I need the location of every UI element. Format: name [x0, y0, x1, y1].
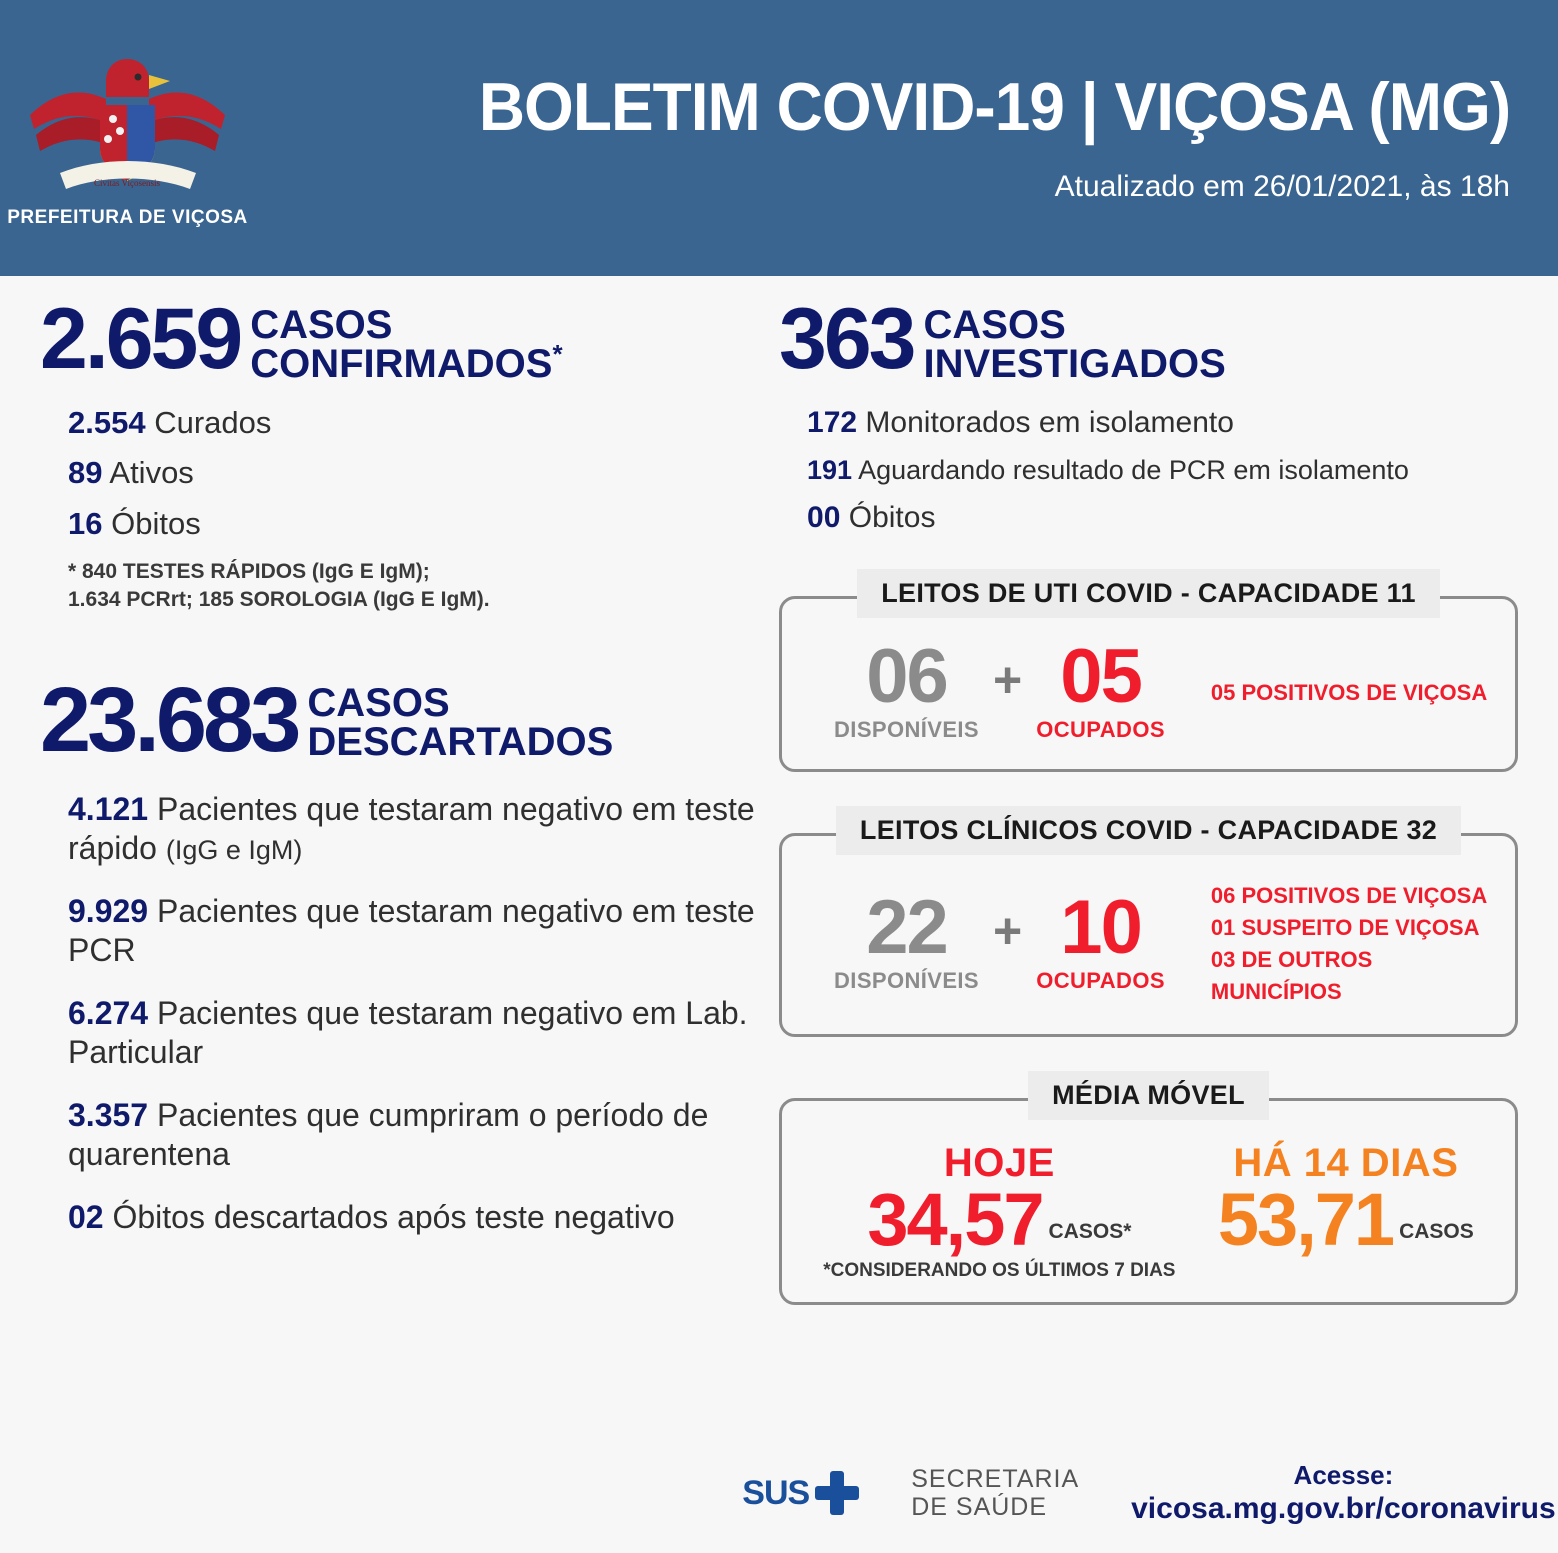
discarded-item-3-label: Pacientes que cumpriram o período de quarentena	[68, 1097, 709, 1173]
investigated-word-2: INVESTIGADOS	[923, 341, 1226, 386]
uti-available-block	[834, 634, 980, 743]
list-item	[807, 501, 1518, 535]
moving-average-14days	[1217, 1140, 1474, 1261]
clinical-panel-title: LEITOS CLÍNICOS COVID - CAPACIDADE 32	[836, 806, 1461, 855]
investigated-cases-label	[924, 302, 1226, 384]
today-heading: HOJE	[943, 1140, 1055, 1185]
svg-text:Civitas Viçosensis: Civitas Viçosensis	[93, 178, 161, 188]
today-value-row	[823, 1177, 1175, 1261]
confirmed-footnote	[68, 558, 759, 615]
confirmed-cases-number: 2.659	[40, 291, 241, 387]
discarded-item-1-number: 9.929	[68, 893, 149, 930]
moving-average-note: *CONSIDERANDO OS ÚLTIMOS 7 DIAS	[823, 1260, 1176, 1282]
update-timestamp: Atualizado em 26/01/2021, às 18h	[1054, 169, 1510, 203]
discarded-item-1-label: Pacientes que testaram negativo em teste PCR	[68, 893, 755, 969]
confirmed-cases-stat	[40, 291, 759, 387]
sus-logo	[742, 1471, 859, 1515]
past-value-row	[1217, 1177, 1474, 1261]
investigated-cases-stat	[779, 291, 1518, 387]
health-cross-icon	[815, 1471, 859, 1515]
clinical-note-1: 01 SUSPEITO DE VIÇOSA	[1210, 915, 1480, 941]
discarded-cases-label	[307, 680, 614, 765]
access-label: Acesse:	[1293, 1459, 1394, 1490]
coat-of-arms-icon	[20, 53, 235, 203]
awaiting-pcr-label: Aguardando resultado de PCR em isolamento	[858, 455, 1409, 486]
clinical-panel-box	[779, 833, 1518, 1037]
investigated-breakdown-list	[807, 406, 1518, 535]
footnote-line-2: 1.634 PCRrt; 185 SOROLOGIA (IgG E IgM).	[68, 588, 490, 612]
clinical-available-number: 22	[866, 884, 947, 970]
list-item	[68, 507, 759, 542]
clinical-available-block	[834, 884, 980, 994]
confirmed-asterisk: *	[552, 338, 563, 369]
past-value: 53,71	[1217, 1177, 1394, 1261]
past-heading: HÁ 14 DIAS	[1233, 1140, 1459, 1185]
awaiting-pcr-number: 191	[807, 455, 853, 486]
list-item	[68, 1096, 759, 1174]
list-item	[68, 892, 759, 970]
discarded-breakdown-list	[68, 790, 759, 1237]
discarded-word-1: CASOS	[307, 681, 450, 726]
uti-available-number: 06	[866, 634, 947, 720]
clinical-note-2: 03 DE OUTROS MUNICÍPIOS	[1210, 947, 1373, 1005]
uti-plus-sign: +	[993, 652, 1023, 709]
discarded-item-4-number: 02	[68, 1199, 104, 1236]
active-label: Ativos	[109, 455, 194, 491]
discarded-item-3-number: 3.357	[68, 1097, 149, 1134]
uti-available-label: DISPONÍVEIS	[834, 717, 980, 743]
secretaria-saude-label	[911, 1465, 1079, 1523]
past-unit: CASOS	[1399, 1220, 1474, 1244]
content-area	[0, 276, 1558, 1305]
discarded-word-2: DESCARTADOS	[307, 720, 614, 765]
discarded-cases-stat	[40, 669, 759, 772]
uti-occupied-block	[1036, 634, 1165, 743]
monitored-number: 172	[807, 405, 858, 439]
secretaria-line-2: DE SAÚDE	[911, 1493, 1048, 1522]
moving-average-title: MÉDIA MÓVEL	[1028, 1071, 1269, 1120]
moving-average-box	[779, 1098, 1518, 1305]
discarded-item-0-label: Pacientes que testaram negativo em teste rápido	[68, 791, 755, 867]
confirmed-cases-label	[250, 302, 562, 384]
uti-occupied-label: OCUPADOS	[1036, 717, 1165, 743]
uti-panel-box	[779, 596, 1518, 772]
moving-average-panel	[779, 1071, 1518, 1305]
list-item	[68, 790, 759, 868]
confirmed-word-2: CONFIRMADOS	[250, 341, 553, 386]
investigated-deaths-number: 00	[807, 501, 841, 535]
cured-label: Curados	[154, 404, 272, 440]
right-column	[779, 291, 1518, 1305]
clinical-note-0: 06 POSITIVOS DE VIÇOSA	[1210, 883, 1488, 909]
page-footer	[742, 1459, 1556, 1527]
uti-panel-title: LEITOS DE UTI COVID - CAPACIDADE 11	[857, 569, 1440, 618]
discarded-cases-number: 23.683	[40, 669, 298, 772]
uti-beds-panel	[779, 569, 1518, 772]
monitored-label: Monitorados em isolamento	[865, 405, 1234, 439]
moving-average-today	[823, 1141, 1175, 1282]
list-item	[68, 456, 759, 491]
active-number: 89	[68, 455, 103, 491]
page-title: BOLETIM COVID-19 | VIÇOSA (MG)	[478, 69, 1510, 146]
discarded-item-0-number: 4.121	[68, 791, 149, 828]
footnote-line-1: * 840 TESTES RÁPIDOS (IgG E IgM);	[68, 559, 430, 583]
investigated-cases-number: 363	[779, 291, 914, 387]
clinical-plus-sign: +	[993, 903, 1023, 960]
clinical-occupied-number: 10	[1060, 884, 1141, 970]
confirmed-word-1: CASOS	[250, 303, 393, 347]
city-crest-block	[0, 0, 255, 276]
list-item	[807, 455, 1518, 485]
list-item	[68, 406, 759, 441]
confirmed-breakdown-list	[68, 406, 759, 542]
left-column	[40, 291, 759, 1305]
uti-occupied-number: 05	[1060, 634, 1141, 720]
access-url[interactable]: vicosa.mg.gov.br/coronavirus	[1131, 1492, 1556, 1525]
clinical-occupied-block	[1036, 884, 1165, 994]
list-item	[807, 406, 1518, 440]
page-header	[0, 0, 1558, 276]
today-value: 34,57	[867, 1177, 1043, 1261]
clinical-notes	[1211, 880, 1491, 1008]
discarded-item-2-number: 6.274	[68, 995, 149, 1032]
clinical-occupied-label: OCUPADOS	[1036, 968, 1165, 994]
cured-number: 2.554	[68, 404, 146, 440]
secretaria-line-1: SECRETARIA	[911, 1464, 1080, 1493]
uti-notes	[1211, 677, 1487, 709]
deaths-label: Óbitos	[111, 506, 201, 542]
list-item	[68, 1198, 759, 1237]
uti-note-0: 05 POSITIVOS DE VIÇOSA	[1210, 680, 1488, 706]
sus-label: SUS	[742, 1473, 810, 1512]
discarded-item-4-label: Óbitos descartados após teste negativo	[112, 1199, 675, 1236]
uti-bed-numbers	[806, 634, 1165, 743]
confirmed-word-2-row	[250, 338, 563, 386]
discarded-item-2-label: Pacientes que testaram negativo em Lab. Particular	[68, 995, 748, 1071]
clinical-beds-panel	[779, 806, 1518, 1037]
crest-label: PREFEITURA DE VIÇOSA	[7, 207, 248, 228]
header-text-block	[255, 69, 1558, 203]
clinical-bed-numbers	[806, 884, 1165, 994]
deaths-number: 16	[68, 506, 103, 542]
clinical-available-label: DISPONÍVEIS	[834, 968, 980, 994]
investigated-word-1: CASOS	[923, 303, 1066, 347]
list-item	[68, 994, 759, 1072]
investigated-deaths-label: Óbitos	[848, 501, 936, 535]
today-unit: CASOS*	[1048, 1220, 1132, 1244]
website-access-block[interactable]	[1131, 1460, 1556, 1527]
discarded-item-0-extra: (IgG e IgM)	[165, 835, 303, 866]
